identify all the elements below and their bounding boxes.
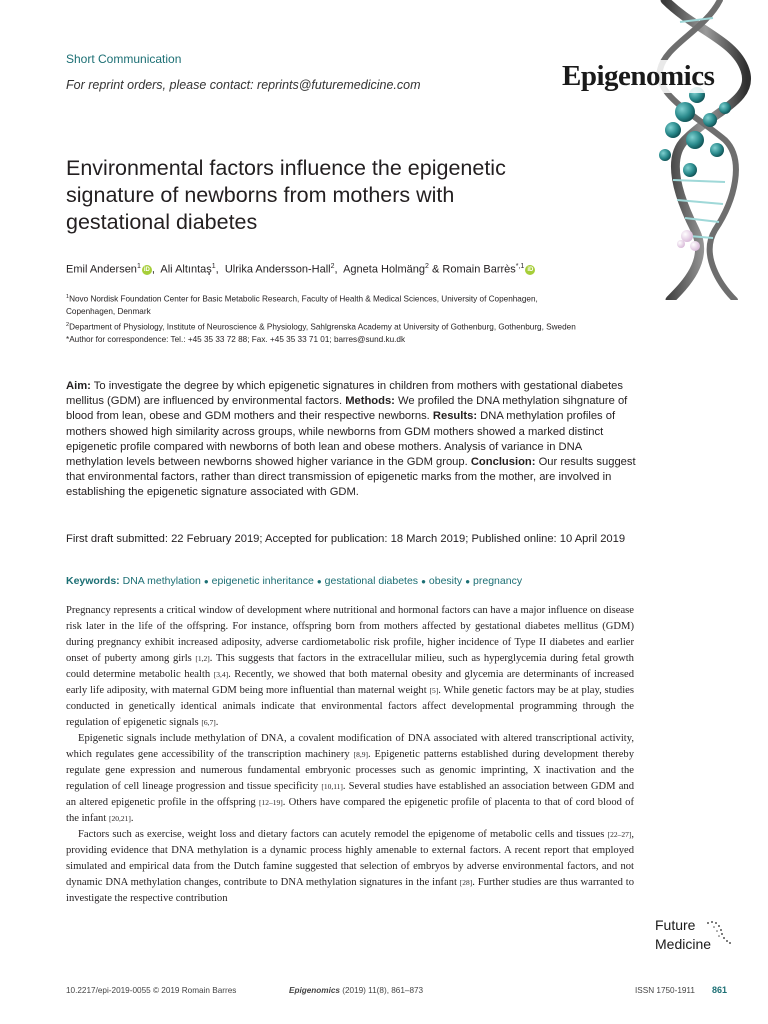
abstract-aim-label: Aim: [66,380,91,392]
abstract-results-label: Results: [432,410,478,423]
author-name: Romain Barrès [442,263,516,276]
citation-ref[interactable]: [12–19] [258,798,283,807]
author-affiliation-mark: 2 [425,263,429,270]
keyword-link[interactable]: epigenetic inheritance [211,575,314,587]
publication-dates: First draft submitted: 22 February 2019; Accepted for publication: 18 March 2019; Published online: 10 April 2019 [66,533,626,545]
keywords [66,575,636,587]
citation-ref[interactable]: [6,7] [201,718,216,727]
affiliation: $^2$Department of Physiology, Institute of Neuroscience & Physiology, Sahlgrenska Academy at University of Gothenburg, Gothenburg, Sweden [66,321,576,332]
author-name: Ali Altıntaş [160,263,212,276]
keyword-link[interactable]: obesity [428,575,463,587]
citation-ref[interactable]: [22–27] [607,830,632,839]
citation-ref[interactable]: [28] [459,878,473,887]
author-affiliation-mark: *,1 [515,263,525,270]
keyword-bullet: ● [421,577,426,586]
author-separator: & [432,263,440,276]
abstract-conclusion-label: Conclusion: [470,456,536,469]
author-name: Emil Andersen [66,263,137,276]
citation-ref[interactable]: [10,11] [321,782,343,791]
future-medicine-logo [655,917,740,957]
keyword-link[interactable]: DNA methylation [122,575,201,587]
affiliation: $^1$Novo Nordisk Foundation Center for Basic Metabolic Research, Faculty of Health & Medical Sciences, University of Copenhagen, Copenhagen, Denmark [66,294,538,317]
keywords-label: Keywords: [66,575,120,587]
dotted-swirl-icon [705,919,735,949]
author-name: Ulrika Andersson-Hall [224,263,331,276]
dna-helix-illustration [625,0,768,300]
body-paragraph: Factors such as exercise, weight loss and dietary factors can acutely remodel the epigenome of metabolic cells and tissues [22–27], providing evidence that DNA methylation is a dynamic process highly amenable to external factors. A recent report that employed simulated and empirical data from the Dutch famine suggested that selection of embryos by adverse environmental factors, and not dynamic DNA methylation changes, contribute to DNA methylation signatures in the infant [28]. Further studies are thus warranted to investigate the respective contribution [66,829,634,904]
author-affiliation-mark: 1 [211,263,216,270]
footer-journal-name: Epigenomics [289,986,340,995]
citation-ref[interactable]: [8,9] [353,750,368,759]
correspondence: *Author for correspondence: Tel.: +45 35 33 72 88; Fax. +45 35 33 71 01; barres@sund.ku.dk [66,335,406,345]
affiliations [66,291,586,347]
orcid-icon[interactable]: iD [527,266,534,273]
author-affiliation-mark: 1 [136,263,141,270]
journal-logo: Epigenomics [562,60,715,92]
body-paragraph: Pregnancy represents a critical window of development where nutritional and hormonal factors can have a major influence on disease risk later in the life of the offspring. For instance, offspring born from mothers affected by gestational diabetes mellitus (GDM) during pregnancy exhibit increased adiposity, adverse cardiometabolic risk profile, higher incidence of Type II diabetes and earlier onset of puberty among girls [1,2]. This suggests that factors in the extracellular milieu, such as hyperglycemia during fetal growth could determine metabolic health [3,4]. Recently, we showed that both maternal obesity and glycemia are determinants of increased early life adiposity, with maternal GDM being more influential than maternal weight [5]. While genetic factors may be at play, studies conducted in genetically identical animals indicate that environmental factors affect developmental programming through the regulation of epigenetic signals [6,7]. [66,605,634,728]
logo-line-medicine: Medicine [655,936,712,952]
citation-ref[interactable]: [5] [429,686,439,695]
body-text [66,603,634,907]
article-title: Environmental factors influence the epigenetic signature of newborns from mothers with gestational diabetes [66,156,506,234]
keyword-link[interactable]: pregnancy [473,575,523,587]
citation-ref[interactable]: [3,4] [213,670,229,679]
orcid-icon[interactable]: iD [143,266,150,273]
keyword-link[interactable]: gestational diabetes [324,575,419,587]
page-number: 861 [712,985,728,995]
abstract: Aim: To investigate the degree by which epigenetic signatures in children from mothers with gestational diabetes mellitus (GDM) are influenced by environmental factors. Methods: We profiled the DNA methylation sihgnature of blood from lean, obese and GDM mothers and their respective newborns. Results: DNA methylation profiles of mothers showed high similarity across groups, while newborns from GDM mothers showed a marked distinct epigenetic profile compared with newborns of both lean and obese mothers. Analysis of variance in DNA methylation levels between newborns showed higher variance in the GDM group. Conclusion: Our results suggest that environmental factors, rather than direct transmission of epigenetic marks from the mother, are involved in establishing the epigenetic signature associated with GDM. [66,380,636,499]
author-name: Agneta Holmäng [343,263,426,276]
author-list: Emil Andersen$^1$ iD , Ali Altıntaş$^1$, Ulrika Andersson-Hall$^2$, Agneta Holmäng$^2$ & Romain Barrès$^{*,1}$ iD [66,263,534,276]
keyword-bullet: ● [465,577,471,586]
keyword-bullet: ● [316,577,322,586]
footer-citation: Epigenomics (2019) 11(8), 861–873 [289,986,424,995]
citation-ref[interactable]: [1,2] [195,654,210,663]
abstract-methods-label: Methods: [345,395,395,408]
keyword-bullet: ● [203,577,209,586]
body-paragraph: Epigenetic signals include methylation of DNA, a covalent modification of DNA associated with altered transcriptional activity, which regulates gene accessibility of the transcription machinery [8,9]. Epigenetic patterns established during development thereby regulate gene expression and numerous fundamental embryonic processes such as genomic imprinting, X inactivation and the regulation of cell lineage progression and tissue specificity [10,11]. Several studies have established an association between GDM and an altered epigenetic profile in the offspring [12–19]. Others have compared the epigenetic profile of placenta to that of cord blood of the infant [20,21]. [66,733,634,824]
footer-doi: 10.2217/epi-2019-0055 © 2019 Romain Barres [66,986,237,995]
citation-ref[interactable]: [20,21] [108,814,131,823]
reprint-note: For reprint orders, please contact: reprints@futuremedicine.com [66,78,421,92]
footer-issn: ISSN 1750-1911 [635,986,695,995]
logo-line-future: Future [655,917,696,933]
author-affiliation-mark: 2 [330,263,335,270]
article-type: Short Communication [66,52,182,66]
